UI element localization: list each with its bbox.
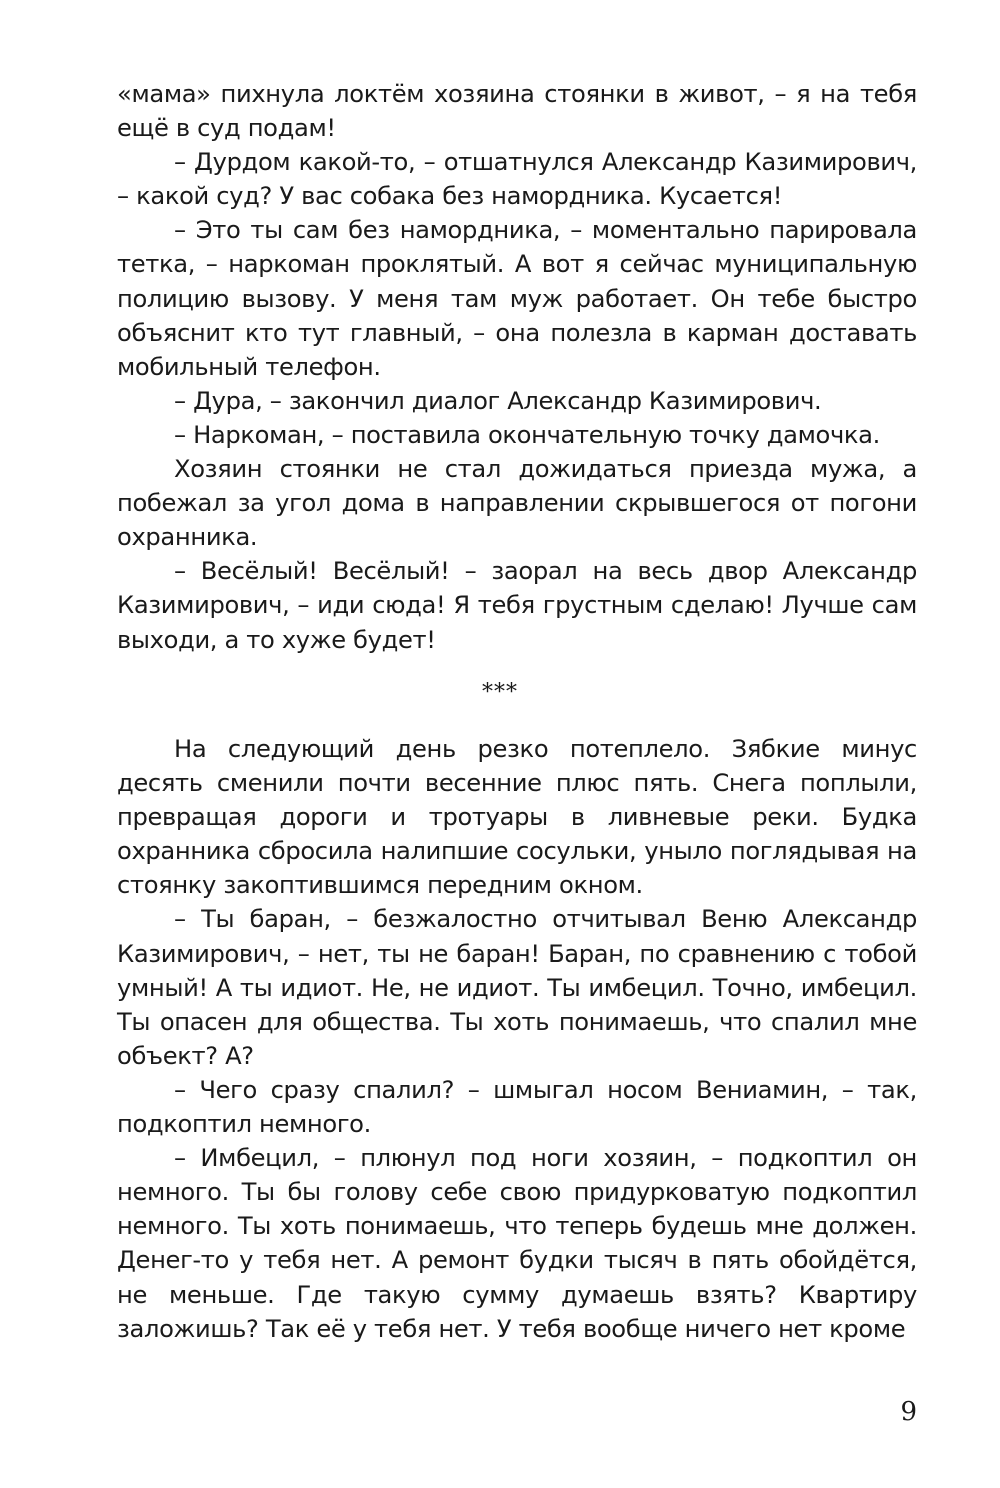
paragraph: Хозяин стоянки не стал дожидаться приезда мужа, а побежал за угол дома в направлении скрывшегося от погони охранника. <box>117 455 917 552</box>
paragraph: – Чего сразу спалил? – шмыгал носом Вениамин, – так, подкоптил немного. <box>117 1075 917 1139</box>
paragraph: На следующий день резко потеплело. Зябкие минус десять сменили почти весенние плюс пять. Снега поплыли, превращая дороги и тротуары в ливневые реки. Будка охранника сбросила налипшие сосульки, уныло поглядывая на стоянку закоптившимся передним окном. <box>117 735 917 900</box>
text-section-bottom <box>117 732 917 1346</box>
paragraph: – Дура, – закончил диалог Александр Казимирович. <box>174 386 822 415</box>
page-number: 9 <box>900 1397 917 1427</box>
paragraph: – Дурдом какой-то, – отшатнулся Александр Казимирович, – какой суд? У вас собака без намордника. Кусается! <box>117 148 917 211</box>
paragraph: – Весёлый! Весёлый! – заорал на весь двор Александр Казимирович, – иди сюда! Я тебя грустным сделаю! Лучше сам выходи, а то хуже будет! <box>117 557 917 654</box>
paragraph: «мама» пихнула локтём хозяина стоянки в живот, – я на тебя ещё в суд подам! <box>117 80 917 143</box>
paragraph: – Ты баран, – безжалостно отчитывал Веню Александр Казимирович, – нет, ты не баран! Баран, по сравнению с тобой умный! А ты идиот. Не, не идиот. Ты имбецил. Точно, имбецил. Ты опасен для общества. Ты хоть понимаешь, что спалил мне объект? А? <box>117 905 917 1070</box>
text-section-top <box>117 77 917 657</box>
section-separator: *** <box>482 680 518 705</box>
paragraph: – Имбецил, – плюнул под ноги хозяин, – подкоптил он немного. Ты бы голову себе свою придурковатую подкоптил немного. Ты хоть понимаешь, что теперь будешь мне должен. Денег-то у тебя нет. А ремонт будки тысяч в пять обойдётся, не меньше. Где такую сумму думаешь взять? Квартиру заложишь? Так её у тебя нет. У тебя вообще ничего нет кроме <box>117 1144 917 1343</box>
paragraph: – Наркоман, – поставила окончательную точку дамочка. <box>174 420 880 449</box>
paragraph: – Это ты сам без намордника, – моментально парировала тетка, – наркоман проклятый. А вот я сейчас муниципальную полицию вызову. У меня там муж работает. Он тебе быстро объяснит кто тут главный, – она полезла в карман доставать мобильный телефон. <box>117 216 917 381</box>
